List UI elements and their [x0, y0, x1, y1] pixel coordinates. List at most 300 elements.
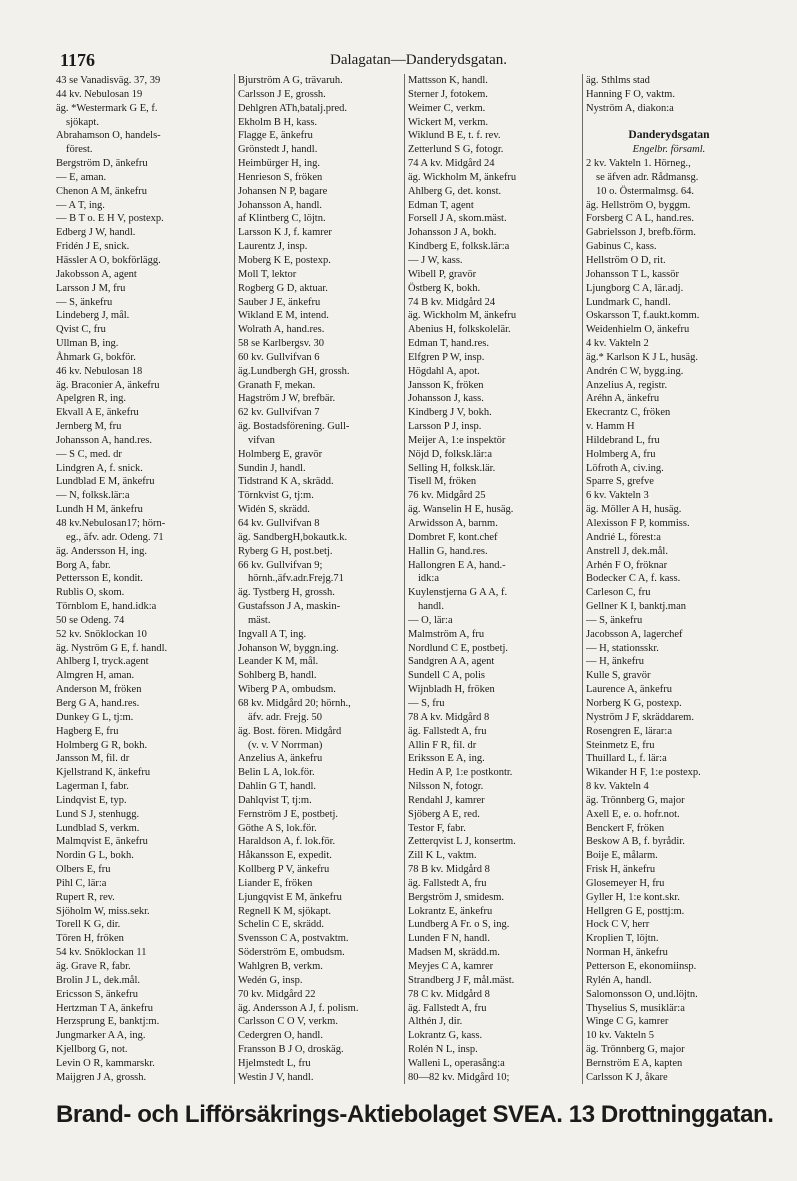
directory-entry: Wibell P, gravör	[408, 268, 477, 280]
directory-entry: Laurence A, änkefru	[586, 684, 672, 696]
directory-entry: 78 B kv. Midgård 8	[408, 864, 490, 876]
directory-entry: Larsson K J, f. kamrer	[238, 227, 332, 239]
directory-entry: äg. Wickholm M, änkefru	[408, 310, 517, 322]
directory-entry: Andrén C W, bygg.ing.	[586, 365, 684, 377]
directory-entry: Malmqvist E, änkefru	[56, 836, 148, 848]
directory-entry: Selling H, folksk.lär.	[408, 462, 496, 474]
directory-entry: Schelin C E, skrädd.	[238, 919, 325, 931]
directory-entry: Lund S J, stenhugg.	[56, 808, 140, 820]
directory-entry: Regnell K M, sjökapt.	[238, 905, 332, 917]
directory-entry: Lundblad S, verkm.	[56, 822, 140, 834]
directory-entry: Johansen N P, bagare	[238, 185, 328, 197]
directory-entry: Fransson B J O, droskäg.	[238, 1044, 344, 1056]
directory-entry: Leander K M, mål.	[238, 656, 319, 668]
directory-entry: Belin L A, lok.för.	[238, 767, 315, 779]
directory-entry: Torell K G, dir.	[56, 919, 121, 931]
directory-entry: Kroplien T, löjtn.	[586, 933, 659, 945]
directory-entry: Qvist C, fru	[56, 324, 106, 336]
directory-entry: Dahlqvist T, tj:m.	[238, 794, 312, 806]
directory-entry: Jansson M, fil. dr	[56, 753, 130, 765]
directory-entry: Sterner J, fotokem.	[408, 88, 488, 100]
directory-entry: Forsell J A, skom.mäst.	[408, 213, 507, 225]
directory-entry: 80—82 kv. Midgård 10;	[408, 1071, 510, 1083]
directory-entry: Gyller H, 1:e kont.skr.	[586, 891, 680, 903]
column-2	[234, 74, 404, 1084]
directory-entry: Tören H, fröken	[56, 933, 124, 945]
directory-entry: Ahlberg I, tryck.agent	[56, 656, 149, 668]
directory-entry: Allin F R, fil. dr	[408, 739, 477, 751]
directory-entry: Kuylenstjerna G A A, f.	[408, 587, 508, 599]
directory-entry: Rupert R, rev.	[56, 891, 115, 903]
directory-entry: — S, änkefru	[586, 614, 643, 626]
directory-entry: äg. Nyström G E, f. handl.	[56, 642, 168, 654]
directory-entry: 78 A kv. Midgård 8	[408, 711, 490, 723]
directory-entry: Sohlberg B, handl.	[238, 670, 317, 682]
directory-entry: — A T, ing.	[56, 199, 105, 211]
directory-entry: Johansson J A, bokh.	[408, 227, 497, 239]
directory-entry: 66 kv. Gullvifvan 9;	[238, 559, 323, 571]
directory-entry: Nyström J F, skräddarem.	[586, 711, 694, 723]
directory-entry: sjökapt.	[66, 116, 99, 128]
directory-entry: eg., äfv. adr. Odeng. 71	[66, 531, 164, 543]
directory-entry: Ljungborg C A, lär.adj.	[586, 282, 684, 294]
directory-entry: äg. Braconier A, änkefru	[56, 379, 160, 391]
directory-entry: 54 kv. Snöklockan 11	[56, 947, 147, 959]
directory-entry: Hellström O D, rit.	[586, 254, 666, 266]
directory-entry	[586, 116, 752, 130]
directory-entry: Henrieson S, fröken	[238, 171, 323, 183]
running-head: Dalagatan—Danderydsgatan.	[329, 52, 507, 68]
directory-entry: Ullman B, ing.	[56, 338, 119, 350]
directory-entry: idk:a	[418, 573, 439, 585]
directory-entry: Rylén A, handl.	[586, 974, 652, 986]
directory-entry: Lundh H M, änkefru	[56, 504, 143, 516]
directory-entry: 78 C kv. Midgård 8	[408, 988, 490, 1000]
directory-entry: Kjellborg G, not.	[56, 1044, 128, 1056]
directory-entry: Sjöberg A E, red.	[408, 808, 480, 820]
column-1	[56, 74, 234, 1084]
directory-entry: Tidstrand K A, skrädd.	[238, 476, 334, 488]
directory-entry: Kollberg P V, änkefru	[238, 864, 330, 876]
directory-entry: Bjurström A G, trävaruh.	[238, 75, 343, 86]
directory-entry: Hellgren G E, posttj:m.	[586, 905, 685, 917]
directory-entry: Åhmark G, bokför.	[56, 351, 136, 363]
parish-subheading: Engelbr. församl.	[632, 144, 706, 156]
directory-entry: Strandberg J F, mål.mäst.	[408, 974, 515, 986]
directory-entry: Almgren H, aman.	[56, 670, 135, 682]
directory-entry: äg. SandbergH,bokautk.k.	[238, 531, 348, 543]
directory-entry: 46 kv. Nebulosan 18	[56, 365, 143, 377]
directory-entry: Sauber J E, änkefru	[238, 296, 321, 308]
directory-entry: — O, lär:a	[408, 614, 453, 626]
directory-entry: Svensson C A, postvaktm.	[238, 933, 349, 945]
street-heading: Danderydsgatan	[628, 129, 710, 142]
directory-entry: äg. Hellström O, byggm.	[586, 199, 691, 211]
directory-entry: Weimer C, verkm.	[408, 102, 486, 114]
directory-entry: Hässler A O, bokförlägg.	[56, 254, 161, 266]
directory-entry: Högdahl A, apot.	[408, 365, 480, 377]
directory-entry: Larsson P J, insp.	[408, 421, 482, 433]
directory-entry: Bodecker C A, f. kass.	[586, 573, 681, 585]
directory-entry: Forsberg C A L, hand.res.	[586, 213, 695, 225]
directory-entry: äg. Möller A H, husäg.	[586, 504, 682, 516]
directory-entry: Zetterlund S G, fotogr.	[408, 144, 504, 156]
directory-entry: — S, fru	[408, 697, 445, 709]
directory-entry: Dombret F, kont.chef	[408, 531, 498, 543]
directory-entry: Anzelius A, registr.	[586, 379, 668, 391]
directory-entry: Althén J, dir.	[408, 1016, 463, 1028]
directory-entry: äg. Trönnberg G, major	[586, 794, 685, 806]
directory-entry: Westin J V, handl.	[238, 1071, 314, 1083]
directory-entry: mäst.	[248, 614, 271, 626]
directory-entry: handl.	[418, 601, 444, 613]
directory-entry: 74 B kv. Midgård 24	[408, 296, 496, 308]
directory-entry: Dahlin G T, handl.	[238, 781, 317, 793]
directory-entry: 4 kv. Vakteln 2	[586, 338, 649, 350]
directory-entry: Edman T, agent	[408, 199, 474, 211]
directory-entry: Norberg K G, postexp.	[586, 697, 682, 709]
directory-entry: Johansson A, hand.res.	[56, 434, 152, 446]
directory-entry: v. Hamm H	[586, 421, 635, 433]
directory-entry: — S C, med. dr	[56, 448, 122, 460]
directory-entry: Anzelius A, änkefru	[238, 753, 323, 765]
directory-entry: Hagström J W, brefbär.	[238, 393, 336, 405]
directory-columns	[56, 74, 752, 1084]
directory-entry: Rendahl J, kamrer	[408, 794, 485, 806]
directory-entry: Kulle S, gravör	[586, 670, 651, 682]
directory-entry: Walleni L, operasång:a	[408, 1057, 505, 1069]
directory-entry: — N, folksk.lär:a	[56, 490, 130, 502]
directory-entry: — H, änkefru	[586, 656, 645, 668]
directory-entry: 10 o. Östermalmsg. 64.	[596, 185, 694, 197]
directory-entry: Petterson E, ekonomiinsp.	[586, 961, 697, 972]
directory-entry: Thyselius S, musiklär:a	[586, 1002, 685, 1014]
directory-entry: 44 kv. Nebulosan 19	[56, 88, 143, 100]
directory-entry: Heimbürger H, ing.	[238, 158, 321, 170]
directory-entry: Håkansson E, expedit.	[238, 850, 332, 862]
directory-entry: — J W, kass.	[408, 254, 463, 266]
directory-entry: äg. Wanselin H E, husäg.	[408, 504, 514, 516]
directory-entry: Elfgren P W, insp.	[408, 351, 485, 363]
directory-entry: Fernström J E, postbetj.	[238, 808, 339, 820]
directory-entry: 62 kv. Gullvifvan 7	[238, 407, 320, 419]
directory-entry: Sparre S, grefve	[586, 476, 654, 488]
directory-entry: Lagerman I, fabr.	[56, 781, 129, 793]
directory-entry: — E, aman.	[56, 171, 107, 183]
directory-entry: Hjelmstedt L, fru	[238, 1057, 311, 1069]
directory-entry: Nordin G L, bokh.	[56, 850, 134, 862]
directory-entry: äfv. adr. Frejg. 50	[248, 711, 322, 723]
directory-entry: Lunden F N, handl.	[408, 933, 490, 945]
directory-entry: Hedin A P, 1:e postkontr.	[408, 767, 513, 779]
directory-entry: Zetterqvist L J, konsertm.	[408, 836, 516, 848]
directory-entry: Ingvall A T, ing.	[238, 628, 307, 640]
directory-entry: äg. Bost. fören. Midgård	[238, 725, 342, 737]
directory-entry: 48 kv.Nebulosan17; hörn-	[56, 518, 166, 529]
directory-entry: Ericsson S, änkefru	[56, 988, 138, 1000]
column-4	[582, 74, 752, 1084]
directory-entry: Wijnbladh H, fröken	[408, 684, 495, 696]
directory-entry: Moberg K E, postexp.	[238, 254, 331, 266]
directory-entry: Holmberg G R, bokh.	[56, 739, 148, 751]
directory-entry: Gustafsson J A, maskin-	[238, 601, 341, 613]
directory-entry: Apelgren R, ing.	[56, 393, 126, 405]
directory-entry: Wolrath A, hand.res.	[238, 324, 325, 336]
directory-entry: Rosengren E, lärar:a	[586, 725, 673, 737]
directory-entry: Gabrielsson J, brefb.förm.	[586, 227, 696, 239]
directory-entry: äg. Andersson H, ing.	[56, 545, 147, 557]
directory-entry: Tisell M, fröken	[408, 476, 477, 488]
directory-entry: Alexisson F P, kommiss.	[586, 518, 690, 529]
directory-entry: Gabinus C, kass.	[586, 241, 657, 253]
advertisement-footer: Brand- och Lifförsäkrings-Aktiebolaget SVEA. 13 Drottninggatan.	[56, 1101, 774, 1128]
directory-entry: Lokrantz G, kass.	[408, 1030, 483, 1042]
directory-entry: Gellner K I, banktj.man	[586, 601, 687, 613]
directory-entry: Granath F, mekan.	[238, 379, 316, 391]
directory-entry: 68 kv. Midgård 20; hörnh.,	[238, 697, 351, 709]
directory-entry: Jungmarker A A, ing.	[56, 1030, 146, 1042]
directory-entry: Frisk H, änkefru	[586, 864, 656, 876]
directory-entry: Zill K L, vaktm.	[408, 850, 477, 862]
directory-entry: Göthe A S, lok.för.	[238, 822, 317, 834]
directory-entry: Ekecrantz C, fröken	[586, 407, 671, 419]
directory-entry: Nordlund C E, postbetj.	[408, 642, 509, 654]
directory-entry: — S, änkefru	[56, 296, 113, 308]
directory-entry: Edman T, hand.res.	[408, 338, 489, 350]
directory-entry: Mattsson K, handl.	[408, 75, 488, 86]
directory-entry: Malmström A, fru	[408, 628, 485, 640]
directory-entry: Arwidsson A, barnm.	[408, 518, 498, 529]
directory-entry: 6 kv. Vakteln 3	[586, 490, 649, 502]
directory-entry: Sandgren A A, agent	[408, 656, 495, 668]
directory-entry: Brolin J L, dek.mål.	[56, 974, 140, 986]
directory-entry: Cedergren O, handl.	[238, 1030, 323, 1042]
directory-entry: Pihl C, lär:a	[56, 877, 107, 889]
directory-entry: Hallin G, hand.res.	[408, 545, 488, 557]
directory-entry: Herzsprung E, banktj:m.	[56, 1016, 160, 1028]
directory-entry: äg. *Westermark G E, f.	[56, 102, 158, 114]
directory-entry: Bergström D, änkefru	[56, 158, 148, 170]
directory-entry: Lundmark C, handl.	[586, 296, 671, 308]
directory-entry: 2 kv. Vakteln 1. Hörneg.,	[586, 158, 691, 170]
directory-entry: Levin O R, kammarskr.	[56, 1057, 155, 1069]
directory-entry: 52 kv. Snöklockan 10	[56, 628, 147, 640]
directory-entry: Carlsson C O V, verkm.	[238, 1016, 338, 1028]
directory-entry: Nyström A, diakon:a	[586, 102, 674, 114]
directory-entry: 50 se Odeng. 74	[56, 614, 125, 626]
directory-entry: Benckert F, fröken	[586, 822, 665, 834]
directory-entry: 64 kv. Gullvifvan 8	[238, 518, 320, 529]
directory-entry: Winge C G, kamrer	[586, 1016, 669, 1028]
directory-entry: äg. Sthlms stad	[586, 75, 650, 86]
directory-entry: 10 kv. Vakteln 5	[586, 1030, 654, 1042]
directory-entry: Ekholm B H, kass.	[238, 116, 318, 128]
directory-entry: 74 A kv. Midgård 24	[408, 158, 495, 170]
directory-entry: 70 kv. Midgård 22	[238, 988, 316, 1000]
directory-entry: 43 se Vanadisväg. 37, 39	[56, 75, 161, 86]
directory-entry: Sundin J, handl.	[238, 462, 306, 474]
page-number: 1176	[60, 50, 96, 70]
directory-entry: Hock C V, herr	[586, 919, 650, 931]
directory-entry: Söderström E, ombudsm.	[238, 947, 345, 959]
directory-entry: äg. Fallstedt A, fru	[408, 725, 487, 737]
directory-entry: hörnh.,äfv.adr.Frejg.71	[248, 573, 344, 585]
directory-entry: vifvan	[248, 434, 275, 446]
directory-entry: Kjellstrand K, änkefru	[56, 767, 151, 779]
directory-entry: äg. Fallstedt A, fru	[408, 1002, 487, 1014]
directory-entry: äg.* Karlson K J L, husäg.	[586, 351, 698, 363]
directory-entry: Hildebrand L, fru	[586, 434, 660, 446]
directory-entry: Wiberg P A, ombudsm.	[238, 684, 336, 696]
directory-entry: Salomonsson O, und.löjtn.	[586, 988, 698, 1000]
directory-entry: Axell E, e. o. hofr.not.	[586, 808, 680, 820]
directory-entry: äg. Grave R, fabr.	[56, 961, 131, 972]
directory-entry: 76 kv. Midgård 25	[408, 490, 486, 502]
directory-entry: Johanson W, byggn.ing.	[238, 642, 339, 654]
directory-entry: Olbers E, fru	[56, 864, 111, 876]
directory-entry: Fridén J E, snick.	[56, 241, 130, 253]
directory-entry: Weidenhielm O, änkefru	[586, 324, 690, 336]
directory-entry: Anderson M, fröken	[56, 684, 142, 696]
directory-entry: Rublis O, skom.	[56, 587, 125, 599]
directory-entry: Ekvall A E, änkefru	[56, 407, 139, 419]
directory-entry: Rolén N L, insp.	[408, 1044, 478, 1056]
directory-entry: Johansson J, kass.	[408, 393, 484, 405]
directory-entry: Hagberg E, fru	[56, 725, 119, 737]
directory-entry: Edberg J W, handl.	[56, 227, 136, 239]
directory-entry: Wikander H F, 1:e postexp.	[586, 767, 701, 779]
directory-entry: Johansson A, handl.	[238, 199, 322, 211]
directory-entry: Kindberg E, folksk.lär:a	[408, 241, 510, 253]
directory-entry: Laurentz J, insp.	[238, 241, 308, 253]
directory-entry: af Klintberg C, löjtn.	[238, 213, 326, 225]
directory-entry: Norman H, änkefru	[586, 947, 668, 959]
directory-entry: Hertzman T A, änkefru	[56, 1002, 153, 1014]
directory-entry: Törnkvist G, tj:m.	[238, 490, 314, 502]
directory-entry: Thuillard L, f. lär:a	[586, 753, 667, 765]
directory-entry: Moll T, lektor	[238, 268, 297, 280]
directory-entry: Anstrell J, dek.mål.	[586, 545, 668, 557]
directory-entry: Ljungqvist E M, änkefru	[238, 891, 342, 903]
directory-entry: Hallongren E A, hand.-	[408, 559, 506, 571]
directory-entry: Ahlberg G, det. konst.	[408, 185, 502, 197]
directory-entry: Lindeberg J, mål.	[56, 310, 130, 322]
directory-entry: förest.	[66, 144, 93, 156]
directory-entry: Wedén G, insp.	[238, 974, 303, 986]
directory-entry: Flagge E, änkefru	[238, 130, 313, 142]
directory-entry: Törnblom E, hand.idk:a	[56, 601, 157, 613]
directory-entry: Holmberg A, fru	[586, 448, 656, 460]
directory-entry: Beskow A B, f. byrådir.	[586, 836, 685, 848]
directory-entry: Boije E, målarm.	[586, 850, 658, 862]
directory-entry: Abrahamson O, handels-	[56, 130, 161, 142]
directory-entry: Jacobsson A, lagerchef	[586, 628, 683, 640]
directory-entry: Sjöholm W, miss.sekr.	[56, 905, 150, 917]
directory-entry: Wiklund B E, t. f. rev.	[408, 130, 501, 142]
directory-entry: 60 kv. Gullvifvan 6	[238, 351, 320, 363]
directory-entry: Nöjd D, folksk.lär:a	[408, 448, 492, 460]
directory-entry: Holmberg E, gravör	[238, 448, 323, 460]
directory-entry: se äfven adr. Rådmansg.	[596, 171, 699, 183]
directory-entry: Ryberg G H, post.betj.	[238, 545, 333, 557]
directory-entry: Löfroth A, civ.ing.	[586, 462, 664, 474]
directory-entry: Arhén F O, fröknar	[586, 559, 668, 571]
directory-entry: Lundblad E M, änkefru	[56, 476, 155, 488]
directory-entry: äg. Trönnberg G, major	[586, 1044, 685, 1056]
directory-entry: Chenon A M, änkefru	[56, 185, 147, 197]
directory-entry: Johansson T L, kassör	[586, 268, 679, 280]
directory-entry: Jernberg M, fru	[56, 421, 122, 433]
directory-entry: Dehlgren ATh,batalj.pred.	[238, 102, 348, 114]
directory-entry: Carleson C, fru	[586, 587, 651, 599]
directory-entry: Wahlgren B, verkm.	[238, 961, 323, 972]
column-3	[404, 74, 582, 1084]
directory-entry: Lindgren A, f. snick.	[56, 462, 143, 474]
directory-entry: Meijer A, 1:e inspektör	[408, 434, 506, 446]
directory-entry: Abenius H, folkskolelär.	[408, 324, 511, 336]
directory-entry: Meyjes C A, kamrer	[408, 961, 494, 972]
directory-entry: Jakobsson A, agent	[56, 268, 137, 280]
directory-entry: äg. Fallstedt A, fru	[408, 877, 487, 889]
directory-entry: Larsson J M, fru	[56, 282, 126, 294]
directory-entry: äg. Tystberg H, grossh.	[238, 587, 335, 599]
directory-entry: 8 kv. Vakteln 4	[586, 781, 649, 793]
directory-entry: Widén S, skrädd.	[238, 504, 310, 516]
directory-entry: Borg A, fabr.	[56, 559, 111, 571]
directory-entry: Aréhn A, änkefru	[586, 393, 660, 405]
directory-entry: Madsen M, skrädd.m.	[408, 947, 500, 959]
directory-entry: Lokrantz E, änkefru	[408, 905, 493, 917]
directory-entry: äg. Bostadsförening. Gull-	[238, 421, 350, 433]
directory-entry: Grönstedt J, handl.	[238, 144, 318, 156]
directory-entry: (v. v. V Norrman)	[248, 739, 323, 751]
directory-entry: Steinmetz E, fru	[586, 739, 655, 751]
directory-entry: Wickert M, verkm.	[408, 116, 489, 128]
directory-entry: äg. Wickholm M, änkefru	[408, 171, 517, 183]
directory-entry: Lindqvist E, typ.	[56, 794, 127, 806]
directory-entry: Dunkey G L, tj:m.	[56, 711, 134, 723]
directory-entry: Maijgren J A, grossh.	[56, 1071, 147, 1083]
directory-entry: Jansson K, fröken	[408, 379, 484, 391]
directory-entry: äg. Andersson A J, f. polism.	[238, 1002, 359, 1014]
directory-entry: Pettersson E, kondit.	[56, 573, 143, 585]
directory-entry: Liander E, fröken	[238, 877, 313, 889]
directory-entry: Bernström E A, kapten	[586, 1057, 683, 1069]
directory-entry: Glosemeyer H, fru	[586, 877, 665, 889]
directory-entry: Rogberg G D, aktuar.	[238, 282, 328, 294]
directory-entry: Berg G A, hand.res.	[56, 697, 140, 709]
directory-entry: Eriksson E A, ing.	[408, 753, 485, 765]
directory-entry: Testor F, fabr.	[408, 822, 466, 834]
directory-entry: Bergström J, smidesm.	[408, 891, 505, 903]
directory-entry: — H, stationsskr.	[586, 642, 659, 654]
directory-entry: — B T o. E H V, postexp.	[56, 213, 164, 225]
directory-entry: Kindberg J V, bokh.	[408, 407, 492, 419]
directory-entry: Sundell C A, polis	[408, 670, 486, 682]
directory-entry: Carlsson K J, åkare	[586, 1071, 668, 1083]
directory-entry: Haraldson A, f. lok.för.	[238, 836, 336, 848]
directory-entry: Wikland E M, intend.	[238, 310, 329, 322]
directory-entry: Lundberg A Fr. o S, ing.	[408, 919, 510, 931]
directory-entry: 58 se Karlbergsv. 30	[238, 338, 325, 350]
directory-entry: Östberg K, bokh.	[408, 282, 481, 294]
directory-entry: Carlsson J E, grossh.	[238, 88, 326, 100]
directory-entry: Andrié L, förest:a	[586, 531, 661, 543]
directory-entry: Oskarsson T, f.aukt.komm.	[586, 310, 700, 322]
directory-entry: äg.Lundbergh GH, grossh.	[238, 365, 350, 377]
directory-entry: Nilsson N, fotogr.	[408, 781, 484, 793]
directory-entry: Hanning F O, vaktm.	[586, 88, 675, 100]
